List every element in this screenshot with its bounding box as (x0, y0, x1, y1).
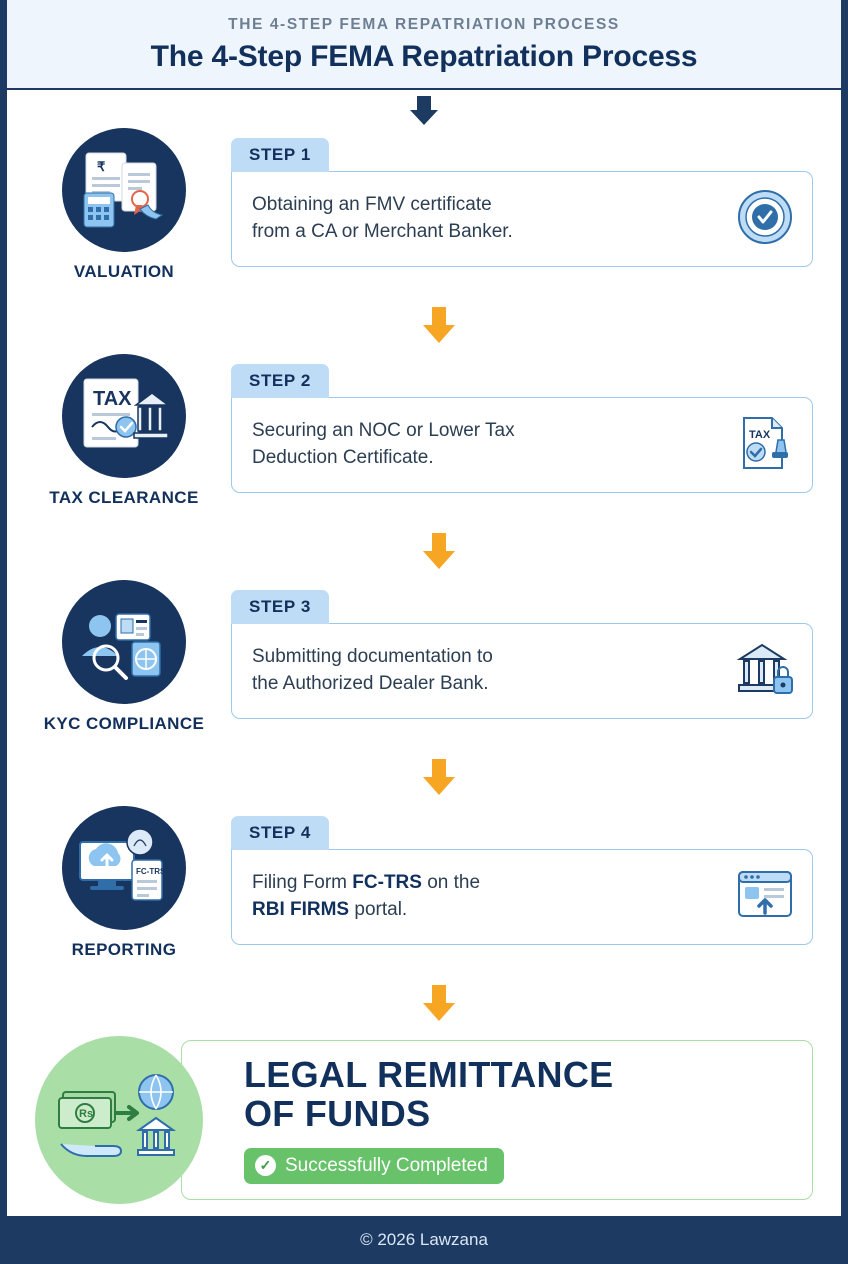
step-badge: STEP 3 (231, 590, 329, 624)
flow-arrow-1 (65, 296, 813, 354)
step-icon-label: KYC COMPLIANCE (43, 714, 205, 733)
final-result (35, 1036, 813, 1204)
card-icon-wrap (734, 867, 796, 928)
step-card-column (231, 580, 813, 719)
step-card-column (231, 128, 813, 267)
reporting-circle (62, 806, 186, 930)
flow-arrow-4 (65, 974, 813, 1032)
step-badge: STEP 4 (231, 816, 329, 850)
step-card (231, 171, 813, 267)
step-text-line: Submitting documentation to (252, 646, 493, 668)
kyc-compliance-circle (62, 580, 186, 704)
down-arrow-orange-icon (420, 531, 458, 571)
step-row (35, 580, 813, 748)
step-icon-column (35, 128, 213, 282)
svg-text:FC-TRS: FC-TRS (136, 867, 166, 876)
step-icon-column (35, 806, 213, 960)
rbi-firms-term: RBI FIRMS (252, 899, 350, 920)
tax-bank-icon (78, 375, 170, 457)
step-badge: STEP 1 (231, 138, 329, 172)
status-badge (244, 1148, 504, 1184)
step-text-line: Obtaining an FMV certificate (252, 194, 492, 216)
down-arrow-orange-icon (420, 305, 458, 345)
down-arrow-orange-icon (420, 757, 458, 797)
flow-arrow-3 (65, 748, 813, 806)
step-icon-label: TAX CLEARANCE (49, 488, 199, 507)
step-text-line-4a: Filing Form FC-TRS on the (252, 872, 481, 894)
header (7, 0, 841, 90)
valuation-circle (62, 128, 186, 252)
cloud-upload-report-icon (76, 826, 172, 910)
body (7, 90, 841, 1204)
step-card-text (252, 418, 515, 472)
step-row (35, 128, 813, 296)
step-icon-label: REPORTING (71, 940, 177, 959)
header-eyebrow: THE 4-STEP FEMA REPATRIATION PROCESS (228, 16, 620, 33)
step-row (35, 354, 813, 522)
down-arrow-navy-icon (407, 94, 441, 128)
svg-text:Rs: Rs (79, 1108, 94, 1120)
step-text-line: the Authorized Dealer Bank. (252, 673, 489, 694)
step-icon-label: VALUATION (73, 262, 175, 281)
step-card-text (252, 644, 493, 698)
step-badge: STEP 2 (231, 364, 329, 398)
step-card-column (231, 806, 813, 945)
final-circle (35, 1036, 203, 1204)
step-text-line-4b: RBI FIRMS portal. (252, 899, 408, 920)
steps-list (7, 128, 841, 1032)
kyc-identity-icon (76, 602, 172, 682)
final-title (244, 1056, 792, 1134)
svg-text:TAX: TAX (749, 428, 771, 441)
step-text-line: from a CA or Merchant Banker. (252, 221, 513, 242)
top-arrow-container (7, 90, 841, 128)
step-icon-column (35, 580, 213, 734)
down-arrow-orange-icon (420, 983, 458, 1023)
final-title-line2: OF FUNDS (244, 1093, 431, 1134)
step-card (231, 849, 813, 945)
flow-arrow-2 (65, 522, 813, 580)
portal-upload-icon (734, 867, 796, 923)
step-row (35, 806, 813, 974)
step-card (231, 397, 813, 493)
svg-text:₹: ₹ (97, 159, 106, 174)
certificate-seal-icon (734, 186, 796, 248)
footer-copyright: © 2026 Lawzana (360, 1230, 488, 1249)
step-card-text (252, 192, 513, 246)
card-icon-wrap (734, 639, 796, 704)
step-text-line: Securing an NOC or Lower Tax (252, 420, 515, 442)
invoice-calculator-icon (78, 147, 170, 233)
svg-text:TAX: TAX (93, 388, 132, 410)
tax-clearance-circle (62, 354, 186, 478)
money-transfer-globe-icon (55, 1066, 183, 1174)
final-title-line1: LEGAL REMITTANCE (244, 1054, 614, 1096)
fc-trs-term: FC-TRS (352, 872, 422, 894)
bank-lock-icon (734, 639, 796, 699)
card-icon-wrap (734, 412, 796, 479)
footer (7, 1216, 841, 1264)
final-result-wrap (7, 1032, 841, 1204)
card-icon-wrap (734, 186, 796, 253)
check-icon: ✓ (255, 1155, 276, 1176)
step-text-line: Deduction Certificate. (252, 447, 434, 468)
status-badge-label: Successfully Completed (285, 1154, 488, 1176)
final-card (181, 1040, 813, 1200)
step-card (231, 623, 813, 719)
step-icon-column (35, 354, 213, 508)
tax-document-stamp-icon (734, 412, 796, 474)
step-card-column (231, 354, 813, 493)
page-title: The 4-Step FEMA Repatriation Process (150, 40, 698, 73)
step-card-text (252, 870, 480, 924)
